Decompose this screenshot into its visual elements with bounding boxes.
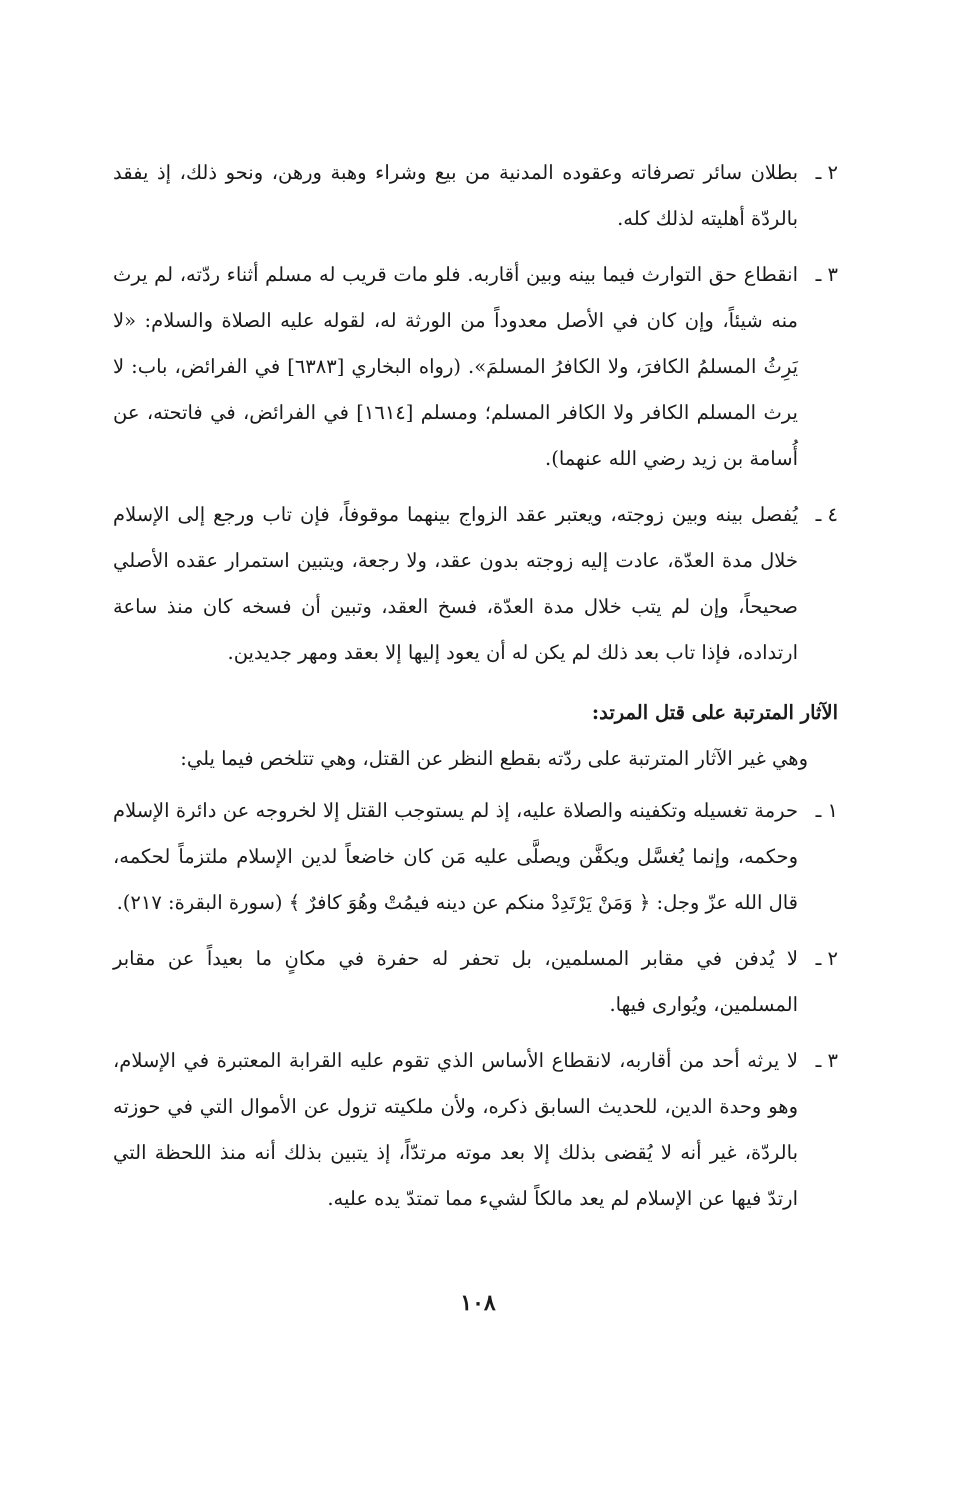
item-number: ٤ ـ (815, 503, 838, 526)
item-number: ٢ ـ (815, 161, 838, 184)
item-text: يُفصل بينه وبين زوجته، ويعتبر عقد الزواج بينهما موقوفاً، فإن تاب ورجع إلى الإسلام خلال مدة العدّة، عادت إليه زوجته بدون عقد، ولا رجعة، ويتبين استمرار عقده الأصلي صحيحاً، وإن لم يتب خلال مدة العدّة، فسخ العقد، وتبين أن فسخه كان منذ ساعة ارتداده، فإذا تاب بعد ذلك لم يكن له أن يعود إليها إلا بعقد ومهر جديدين. (113, 503, 798, 664)
page-body (113, 150, 838, 1232)
item-number: ١ ـ (815, 799, 838, 822)
item-text: انقطاع حق التوارث فيما بينه وبين أقاربه. فلو مات قريب له مسلم أثناء ردّته، لم يرث منه شيئاً، وإن كان في الأصل معدوداً من الورثة له، لقوله عليه الصلاة والسلام: «لا يَرِثُ المسلمُ الكافرَ، ولا الكافرُ المسلمَ». (رواه البخاري [٦٣٨٣] في الفرائض، باب: لا يرث المسلم الكافر ولا الكافر المسلم؛ ومسلم [١٦١٤] في الفرائض، في فاتحته، عن أُسامة بن زيد رضي الله عنهما). (113, 263, 799, 470)
item-text: لا يُدفن في مقابر المسلمين، بل تحفر له حفرة في مكانٍ ما بعيداً عن مقابر المسلمين، ويُوارى فيها. (113, 947, 798, 1016)
page-number: ١٠٨ (460, 1290, 496, 1316)
section-intro: وهي غير الآثار المترتبة على ردّته بقطع النظر عن القتل، وهي تتلخص فيما يلي: (180, 747, 808, 770)
item-number: ٣ ـ (815, 263, 838, 286)
list-item (113, 1038, 838, 1222)
list-item (113, 788, 838, 926)
list-item (113, 150, 838, 242)
list-item (113, 252, 838, 482)
item-number: ٣ ـ (815, 1049, 838, 1072)
section-heading: الآثار المترتبة على قتل المرتد: (591, 701, 838, 724)
item-text: بطلان سائر تصرفاته وعقوده المدنية من بيع وشراء وهبة ورهن، ونحو ذلك، إذ يفقد بالردّة أهليته لذلك كله. (113, 161, 798, 230)
item-text: حرمة تغسيله وتكفينه والصلاة عليه، إذ لم يستوجب القتل إلا لخروجه عن دائرة الإسلام وحكمه، وإنما يُغسَّل ويكفَّن ويصلَّى عليه مَن كان خاضعاً لدين الإسلام ملتزماً لحكمه، قال الله عزّ وجل: ﴿ وَمَنْ يَرْتَدِدْ منكم عن دينه فيمُتْ وهُوَ كافرٌ ﴾ (سورة البقرة: ٢١٧). (113, 799, 798, 914)
item-number: ٢ ـ (815, 947, 838, 970)
item-text: لا يرثه أحد من أقاربه، لانقطاع الأساس الذي تقوم عليه القرابة المعتبرة في الإسلام، وهو وحدة الدين، للحديث السابق ذكره، ولأن ملكيته تزول عن الأموال التي في حوزته بالردّة، غير أنه لا يُقضى بذلك إلا بعد موته مرتدّاً، إذ يتبين بذلك أنه منذ اللحظة التي ارتدّ فيها عن الإسلام لم يعد مالكاً لشيء مما تمتدّ يده عليه. (113, 1049, 798, 1210)
list-item (113, 936, 838, 1028)
list-item (113, 492, 838, 676)
